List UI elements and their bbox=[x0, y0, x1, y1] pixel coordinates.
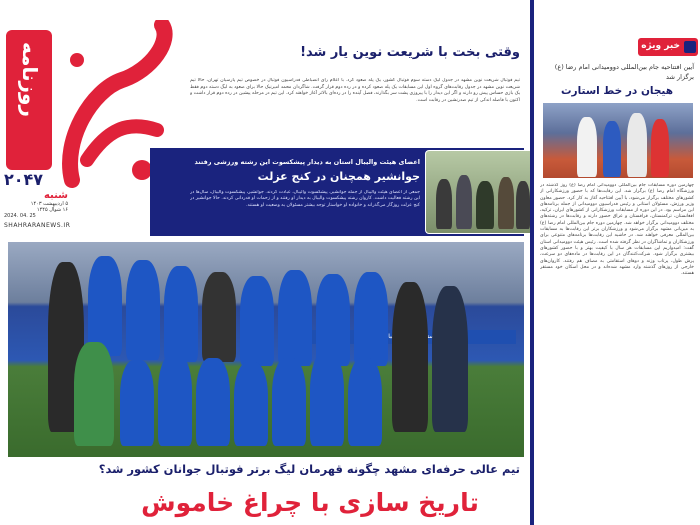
issue-number: ۲۰۴۷ bbox=[4, 170, 44, 189]
stadium-banner: ایستگاه bbox=[306, 330, 516, 344]
logo-vertical-bar bbox=[6, 30, 52, 170]
top-story-headline[interactable]: وقتی بخت با شریعت نوین یار شد! bbox=[300, 45, 520, 60]
right-story-headline[interactable]: هیجان در خط استارت bbox=[561, 85, 673, 97]
right-story-photo bbox=[543, 103, 693, 178]
band-story-kicker: اعضای هیئت والیبال استان به دیدار پیشکسوت این رشته ورزشی رفتند bbox=[194, 158, 420, 166]
team-photo bbox=[8, 242, 524, 457]
date-gregorian: 2024. 04. 25 bbox=[4, 213, 36, 219]
date-fa: ۵ اردیبهشت ۱۴۰۳ bbox=[30, 201, 68, 207]
band-story-body: جمعی از اعضای هیئت والیبال از جمله جوانشیر، پیشکسوت والیبال، عبادت کردند. جوانشیر، پیشکسوت والیبال، سال‌ها در این رشته فعالیت داشت. کاروان رشته پیشکسوت والیبال به دیدار او رفتند و از زحمات او قدردانی کردند. حالا جوانشیر در کنج عزلت روزگار می‌گذراند و خانواده او خواستار توجه بیشتر مسئولان به وضعیت او هستند. bbox=[190, 190, 420, 208]
top-story-body: تیم فوتبال شریعت نوین مشهد در جدول لیگ دسته سوم فوتبال کشور، یک پله صعود کرد. با اعلام رأی انضباطی فدراسیون فوتبال در خصوص تیم پارسیان تهران، حالا تیم شریعت نوین مشهد در جدول رقابت‌های گروه اول این مسابقات یک پله صعود کرده و در رده دوم قرار گرفت. شاگردان محمد امیرنیک حالا برای صعود به لیگ دسته دوم فقط یک بازی حساس پیش رو دارند و اگر این دیدار را با پیروزی پشت سر بگذارند، فصل آینده را در رده‌ای بالاتر آغاز خواهند کرد. این تیم در مرحله پیشین در رده دوم قرار داشت و اکنون با فاصله اندکی از تیم صدرنشین در رقابت است. bbox=[190, 78, 520, 103]
main-story-headline[interactable]: تاریخ سازی با چراغ خاموش bbox=[141, 488, 479, 517]
column-divider bbox=[530, 0, 534, 525]
right-story-body: چهارمین دوره مسابقات جام بین‌المللی دوومیدانی امام رضا (ع) روز گذشته در ورزشگاه امام رضا (ع) برگزار شد. این رقابت‌ها که با حضور ورزشکارانی از کشورهای مختلف برگزار می‌شود، با آیین افتتاحیه آغاز به کار کرد. حضور معاون وزیر ورزش، مسئولان استانی و رئیس فدراسیون دوومیدانی از جمله برنامه‌های این مراسم بود. در این دوره از مسابقات ورزشکارانی از کشورهای ایران، ترکیه، افغانستان، ترکمنستان، قزاقستان و عراق حضور دارند و رقابت‌ها در رشته‌های مختلف دوومیدانی برگزار خواهد شد. چهارمین دوره جام بین‌المللی امام رضا (ع) به میزبانی مشهد برگزار می‌شود و ورزشکاران برتر این رقابت‌ها به مسابقات بین‌المللی معرفی خواهند شد. در حاشیه این رقابت‌ها برنامه‌های متنوعی برای ورزشکاران و تماشاگران در نظر گرفته شده است. رئیس هیئت دوومیدانی استان گفت: امیدواریم این مسابقات هر سال با کیفیت بهتر و با حضور کشورهای بیشتری برگزار شود. شرکت‌کنندگان در این رقابت‌ها در ماده‌های دو سرعت، پرش طول، پرتاب وزنه و دوهای استقامتی به مصاف هم رفتند. کاروان‌های خارجی از روزهای گذشته وارد مشهد شده‌اند و در محل اسکان خود مستقر هستند. bbox=[540, 183, 694, 277]
date-box bbox=[4, 190, 68, 220]
section-tag bbox=[540, 38, 700, 56]
main-story-kicker: تیم عالی حرفه‌ای مشهد چگونه قهرمان لیگ برتر فوتبال جوانان کشور شد؟ bbox=[98, 462, 520, 476]
band-story-photo bbox=[425, 150, 535, 234]
date-hijri: ۱۶ شوال ۱۴۴۵ bbox=[36, 207, 68, 213]
section-tag-icon bbox=[684, 41, 696, 53]
section-tag-label: خبر ویژه bbox=[641, 41, 680, 51]
logo-vertical-text: روزنامه bbox=[18, 42, 42, 117]
weekday: شنبه bbox=[43, 190, 68, 201]
site-url[interactable]: SHAHRARANEWS.IR bbox=[4, 222, 71, 229]
right-story-kicker: آیین افتتاحیه جام بین‌المللی دوومیدانی امام رضا (ع) برگزار شد bbox=[554, 63, 694, 81]
band-story-headline[interactable]: جوانشیر همچنان در کنج عزلت bbox=[257, 170, 420, 183]
